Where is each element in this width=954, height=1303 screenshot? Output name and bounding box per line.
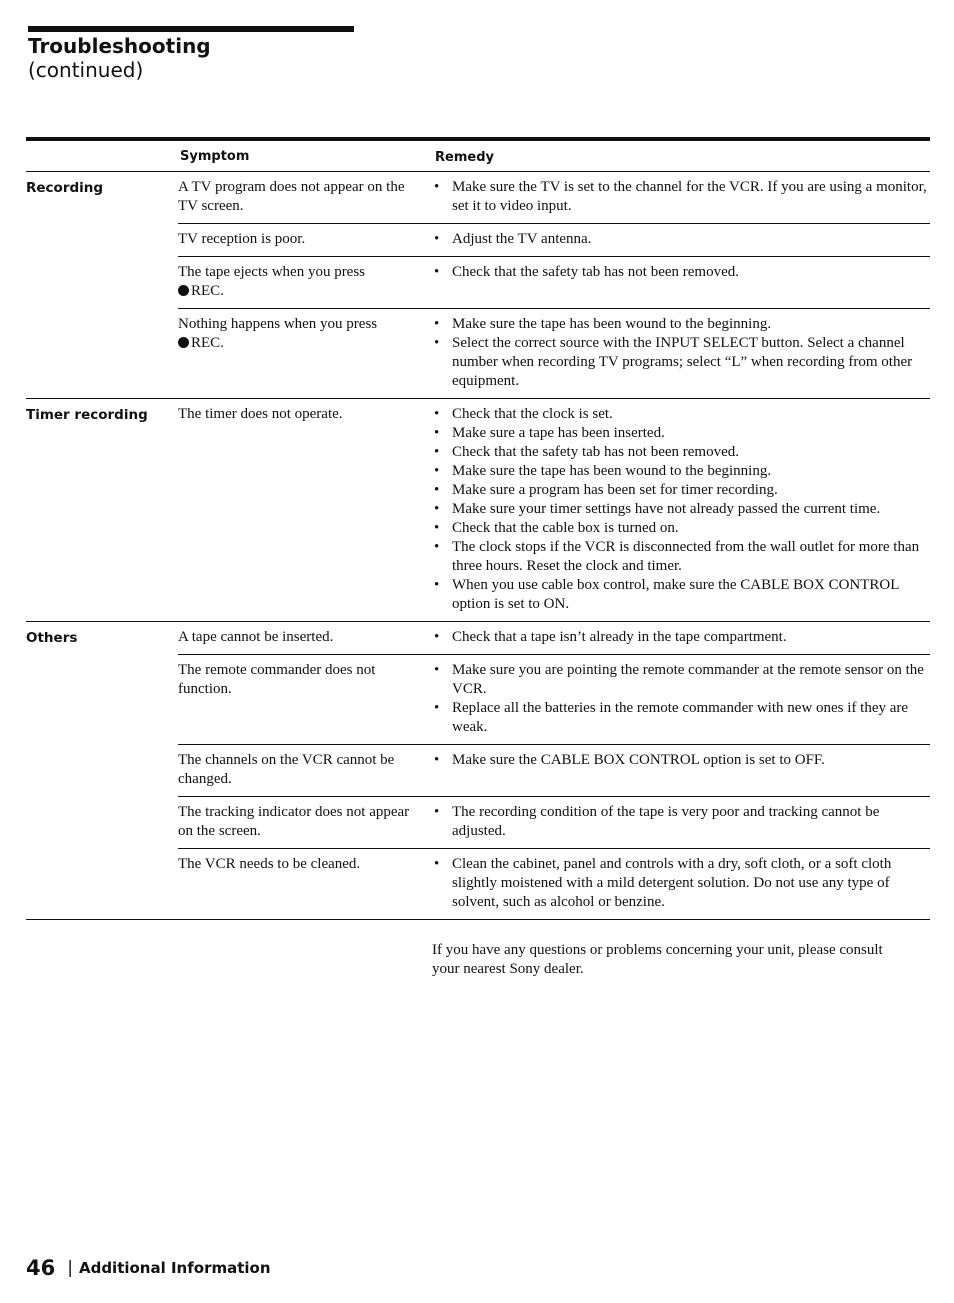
- footer-section: Additional Information: [78, 1259, 271, 1277]
- remedy-item: • Make sure a program has been set for timer recording.: [430, 481, 930, 500]
- remedy-item: • Make sure the TV is set to the channel for the VCR. If you are using a monitor, set it to video input.: [430, 178, 930, 216]
- remedy-item: • Check that the cable box is turned on.: [430, 519, 930, 538]
- remedy-item: • Check that the safety tab has not been removed.: [430, 263, 930, 282]
- remedy-item: • Adjust the TV antenna.: [430, 230, 930, 249]
- remedy-item: • Make sure the tape has been wound to the beginning.: [430, 315, 930, 334]
- symptom-cell: [178, 803, 430, 841]
- symptom-text: The remote commander does not function.: [178, 662, 376, 697]
- symptom-text: The VCR needs to be cleaned.: [178, 856, 361, 872]
- closing-note: If you have any questions or problems concerning your unit, please consult your nearest Sony dealer.: [432, 942, 883, 977]
- remedy-cell: [430, 661, 930, 737]
- remedy-cell: [430, 230, 930, 249]
- remedy-cell: [430, 315, 930, 391]
- group-recording: [26, 172, 930, 399]
- table-row: [178, 848, 930, 919]
- remedy-cell: [430, 803, 930, 841]
- group-heading: Others: [26, 630, 78, 646]
- rec-button-label: REC.: [191, 283, 224, 299]
- table-row: [178, 223, 930, 256]
- page-title: Troubleshooting: [28, 34, 211, 58]
- symptom-text: The channels on the VCR cannot be changed.: [178, 752, 395, 787]
- remedy-item: • The recording condition of the tape is very poor and tracking cannot be adjusted.: [430, 803, 930, 841]
- remedy-cell: [430, 263, 930, 301]
- record-dot-icon: [178, 337, 189, 348]
- remedy-item: • Make sure the tape has been wound to the beginning.: [430, 462, 930, 481]
- symptom-cell: [178, 263, 430, 301]
- symptom-cell: [178, 751, 430, 789]
- group-timer-recording: [26, 399, 930, 622]
- table-row: [178, 256, 930, 308]
- remedy-item: • Select the correct source with the INPUT SELECT button. Select a channel number when recording TV programs; select “L” when recording from other equipment.: [430, 334, 930, 391]
- group-others: [26, 622, 930, 920]
- table-top-rule: [26, 137, 930, 141]
- symptom-text: TV reception is poor.: [178, 231, 306, 247]
- symptom-text: The tape ejects when you press: [178, 264, 366, 280]
- remedy-item: • Replace all the batteries in the remote commander with new ones if they are weak.: [430, 699, 930, 737]
- remedy-cell: [430, 178, 930, 216]
- group-heading: Recording: [26, 180, 104, 196]
- footer-separator: |: [67, 1258, 73, 1278]
- table-row: [178, 654, 930, 744]
- remedy-item: • When you use cable box control, make sure the CABLE BOX CONTROL option is set to ON.: [430, 576, 930, 614]
- table-row: [178, 622, 930, 654]
- remedy-item: • Clean the cabinet, panel and controls with a dry, soft cloth, or a soft cloth slightly moistened with a mild detergent solution. Do not use any type of solvent, such as alcohol or benzine.: [430, 855, 930, 912]
- remedy-list: [430, 628, 930, 647]
- remedy-column-header: Remedy: [435, 150, 494, 165]
- symptom-cell: [178, 178, 430, 216]
- page-number: 46: [26, 1256, 56, 1280]
- remedy-cell: [430, 628, 930, 647]
- symptom-cell: [178, 628, 430, 647]
- remedy-item: • Check that the clock is set.: [430, 405, 930, 424]
- page-subtitle: (continued): [28, 58, 144, 82]
- record-dot-icon: [178, 285, 189, 296]
- symptom-text: A TV program does not appear on the TV screen.: [178, 179, 405, 214]
- table-row: [178, 796, 930, 848]
- remedy-item: • Make sure a tape has been inserted.: [430, 424, 930, 443]
- symptom-text: The tracking indicator does not appear on the screen.: [178, 804, 410, 839]
- remedy-list: [430, 230, 930, 249]
- group-heading: Timer recording: [26, 407, 148, 423]
- page-footer: [26, 1256, 271, 1280]
- remedy-list: [430, 855, 930, 912]
- remedy-list: [430, 178, 930, 216]
- symptom-text: Nothing happens when you press: [178, 316, 378, 332]
- symptom-text: The timer does not operate.: [178, 406, 343, 422]
- symptom-text: A tape cannot be inserted.: [178, 629, 334, 645]
- symptom-cell: [178, 405, 430, 614]
- remedy-item: • The clock stops if the VCR is disconnected from the wall outlet for more than three hours. Reset the clock and timer.: [430, 538, 930, 576]
- remedy-item: • Check that the safety tab has not been removed.: [430, 443, 930, 462]
- header-rule: [28, 26, 354, 32]
- table-body: [26, 172, 930, 920]
- remedy-cell: [430, 751, 930, 789]
- symptom-cell: [178, 855, 430, 912]
- table-header: [26, 145, 930, 172]
- remedy-list: [430, 315, 930, 391]
- remedy-list: [430, 263, 930, 282]
- remedy-item: • Make sure you are pointing the remote commander at the remote sensor on the VCR.: [430, 661, 930, 699]
- remedy-item: • Make sure the CABLE BOX CONTROL option is set to OFF.: [430, 751, 930, 770]
- remedy-list: [430, 405, 930, 614]
- remedy-item: • Make sure your timer settings have not already passed the current time.: [430, 500, 930, 519]
- symptom-cell: [178, 661, 430, 737]
- remedy-cell: [430, 855, 930, 912]
- table-row: [178, 172, 930, 223]
- remedy-list: [430, 803, 930, 841]
- troubleshooting-table: [26, 137, 930, 920]
- symptom-cell: [178, 315, 430, 391]
- table-row: [178, 744, 930, 796]
- rec-button-label: REC.: [191, 335, 224, 351]
- symptom-cell: [178, 230, 430, 249]
- remedy-cell: [430, 405, 930, 614]
- table-row: [178, 308, 930, 398]
- remedy-list: [430, 661, 930, 737]
- remedy-list: [430, 751, 930, 770]
- remedy-item: • Check that a tape isn’t already in the tape compartment.: [430, 628, 930, 647]
- table-row: [178, 399, 930, 621]
- symptom-column-header: Symptom: [180, 149, 250, 164]
